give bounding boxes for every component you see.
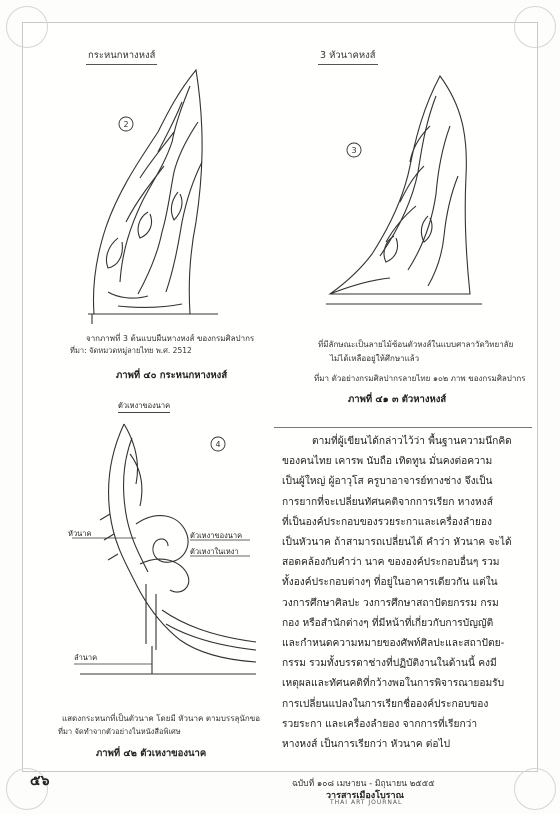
figure-42-title: ภาพที่ ๔๒ ตัวเหงาของนาค xyxy=(96,748,207,759)
body-line: เป็นหัวนาค ถ้าสามารถเปลี่ยนได้ คำว่า หัวนาค จะได้ xyxy=(282,537,512,549)
body-line: และกำหนดความหมายของศัพท์ศิลปะและสถาปัตย- xyxy=(282,638,505,650)
figure-41-source: ที่มา ตัวอย่างกรมศิลปากรลายไทย ๑๐๒ ภาพ ของกรมศิลปากร xyxy=(314,374,526,383)
figure-number: 3 xyxy=(351,146,357,155)
figure-41-caption: ที่มีลักษณะเป็นลายไม้ซ้อนตัวหงส์ในแบบศาลาวัดวิทยาลัย xyxy=(318,340,514,349)
body-line: รวยระกา และเครื่องลำยอง จากการที่เรียกว่า xyxy=(282,718,478,730)
figure-41-drawing xyxy=(320,66,488,316)
body-line: วงการศึกษาศิลปะ วงการศึกษาสถาปัตยกรรม กรม xyxy=(282,597,499,609)
body-line: การเปลี่ยนแปลงในการเรียกชื่อองค์ประกอบของ xyxy=(282,698,489,710)
body-line: ตามที่ผู้เขียนได้กล่าวไว้ว่า พื้นฐานความนึกคิด xyxy=(312,436,512,447)
corner-ornament xyxy=(514,768,556,810)
corner-ornament xyxy=(6,6,48,48)
body-text xyxy=(282,432,534,755)
figure-42-source: ที่มา จัดทำจากตัวอย่างในหนังสือพิเศษ xyxy=(58,727,181,736)
body-line: หางหงส์ เป็นการเรียกว่า หัวนาค ต่อไป xyxy=(282,739,451,751)
figure-40-drawing xyxy=(78,62,228,332)
figure-40-title: ภาพที่ ๔๐ กระหนกหางหงส์ xyxy=(116,370,228,381)
body-line: ที่เป็นองค์ประกอบของรวยระกาและเครื่องลำยอง xyxy=(282,516,492,528)
label-inner-ngao: ตัวเหงาในเหงา xyxy=(190,547,239,556)
body-line: ของคนไทย เคารพ นับถือ เทิดทูน มั่นคงต่อความ xyxy=(282,456,493,468)
body-line: ทั้งองค์ประกอบต่างๆ ที่อยู่ในอาคารเดียวกัน แต่ใน xyxy=(282,577,498,589)
journal-logo: วารสารเมืองโบราณ xyxy=(326,791,404,801)
label-naga-head: หัวนาค xyxy=(68,529,92,538)
page-number: ๕๖ xyxy=(30,773,50,789)
figure-41-title: ภาพที่ ๔๑ ๓ ตัวหางหงส์ xyxy=(348,394,447,405)
header-left-label: กระหนกหางหงส์ xyxy=(86,48,157,65)
issue-info: ฉบับที่ ๑๐๘ เมษายน - มิถุนายน ๒๕๕๕ xyxy=(292,779,435,789)
figure-40-caption: จากภาพที่ 3 ต้นแบบผืนหางหงส์ ของกรมศิลปากร xyxy=(86,334,255,343)
header-right-label: 3 หัวนาคหงส์ xyxy=(318,48,378,65)
corner-ornament xyxy=(514,6,556,48)
label-naga-body: ตัวเหงาของนาค xyxy=(190,531,243,540)
body-line: การยากที่จะเปลี่ยนทัศนคติจากการเรียก หางหงส์ xyxy=(282,496,493,508)
body-line: เป็นผู้ใหญ่ ผู้อาวุโส ครูบาอาจารย์ทางช่าง จึงเป็น xyxy=(282,476,493,488)
body-divider xyxy=(274,427,532,428)
figure-42-top-label: ตัวเหงาของนาค xyxy=(118,400,170,413)
body-line: กอง หรือสำนักต่างๆ ที่มีหน้าที่เกี่ยวกับการบัญญัติ xyxy=(282,617,494,629)
body-line: เหตุผลและทัศนคติที่กว้างพอในการพิจารณายอมรับ xyxy=(282,678,505,690)
figure-40-source: ที่มา: จัดหมวดหมู่ลายไทย พ.ศ. 2512 xyxy=(70,346,192,355)
body-line: สอดคล้องกับคำว่า นาค ขององค์ประกอบอื่นๆ รวม xyxy=(282,557,500,569)
figure-number: 4 xyxy=(215,440,221,449)
figure-number: 2 xyxy=(123,120,129,129)
journal-logo-subtitle: THAI ART JOURNAL xyxy=(330,799,403,806)
figure-41-caption-2: ไม่ได้เหลืออยู่ให้ศึกษาแล้ว xyxy=(330,354,420,363)
label-naga-trunk: ลำนาค xyxy=(74,653,98,662)
figure-42-caption: แสดงกระหนกที่เป็นตัวนาค โดยมี หัวนาค ตามบรรลุนักขอ xyxy=(62,714,260,723)
body-line: กรรม รวมทั้งบรรดาช่างที่ปฏิบัติงานในด้านนี้ คงมี xyxy=(282,658,497,670)
